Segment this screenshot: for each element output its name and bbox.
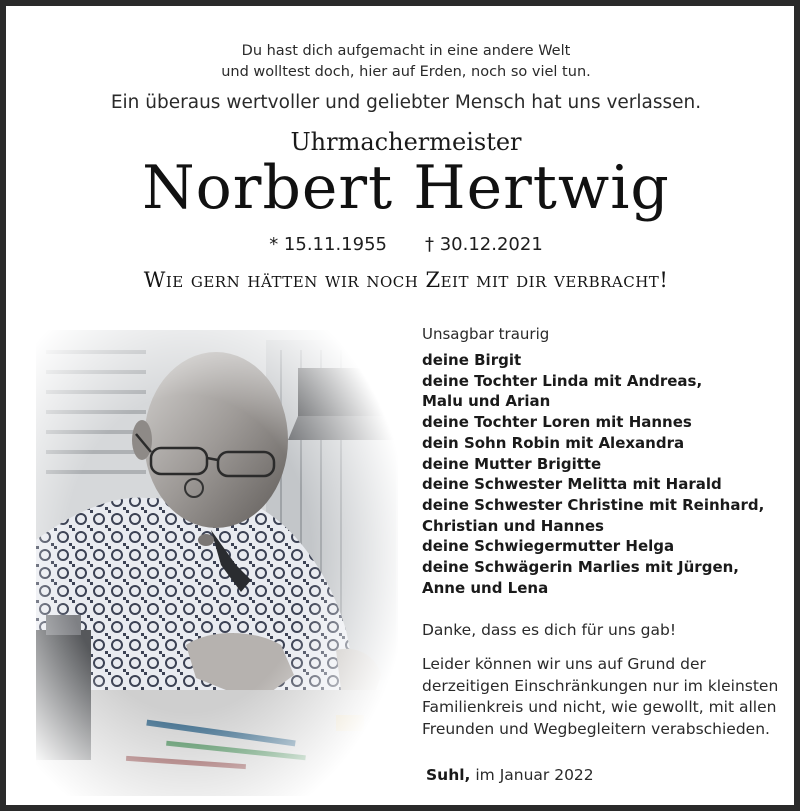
list-item: deine Schwägerin Marlies mit Jürgen, [422, 558, 739, 577]
notice-line: Familienkreis und nicht, wie gewollt, mit allen [422, 698, 777, 716]
motto-line: Wie gern hätten wir noch Zeit mit dir verbracht! [143, 268, 669, 292]
funeral-notice [422, 654, 800, 740]
list-item: dein Sohn Robin mit Alexandra [422, 433, 685, 452]
mourners-intro: Unsagbar traurig [422, 325, 550, 343]
place-date [426, 766, 594, 784]
notice-line: Freunden und Wegbegleitern verabschieden. [422, 719, 770, 738]
death-date: † 30.12.2021 [425, 234, 543, 255]
poem-line-1: Du hast dich aufgemacht in eine andere Welt [241, 43, 571, 59]
portrait-photo [36, 330, 398, 796]
deceased-name: Norbert Hertwig [142, 153, 670, 223]
list-item: Anne und Lena [422, 578, 549, 597]
notice-line: derzeitigen Einschränkungen nur im kleinsten [422, 676, 779, 695]
list-item: deine Birgit [422, 351, 522, 369]
list-item: Christian und Hannes [422, 516, 604, 535]
place-month: im Januar 2022 [470, 766, 594, 784]
birth-date: * 15.11.1955 [269, 234, 387, 255]
poem-line-2: und wolltest doch, hier auf Erden, noch so viel tun. [221, 64, 591, 80]
list-item: deine Tochter Loren mit Hannes [422, 413, 692, 432]
intro-text: Ein überaus wertvoller und geliebter Mensch hat uns verlassen. [110, 92, 702, 113]
mourners-list [422, 350, 792, 598]
list-item: deine Schwiegermutter Helga [422, 537, 675, 556]
thanks-text: Danke, dass es dich für uns gab! [422, 621, 677, 639]
list-item: deine Schwester Melitta mit Harald [422, 475, 722, 494]
notice-line: Leider können wir uns auf Grund der [422, 655, 706, 673]
mourners-block [422, 324, 792, 598]
list-item: deine Tochter Linda mit Andreas, [422, 371, 703, 390]
life-dates [6, 234, 800, 255]
list-item: deine Mutter Brigitte [422, 454, 602, 473]
place-city: Suhl, [426, 766, 471, 784]
list-item: Malu und Arian [422, 392, 551, 411]
profession-title: Uhrmachermeister [290, 128, 522, 156]
list-item: deine Schwester Christine mit Reinhard, [422, 495, 765, 514]
